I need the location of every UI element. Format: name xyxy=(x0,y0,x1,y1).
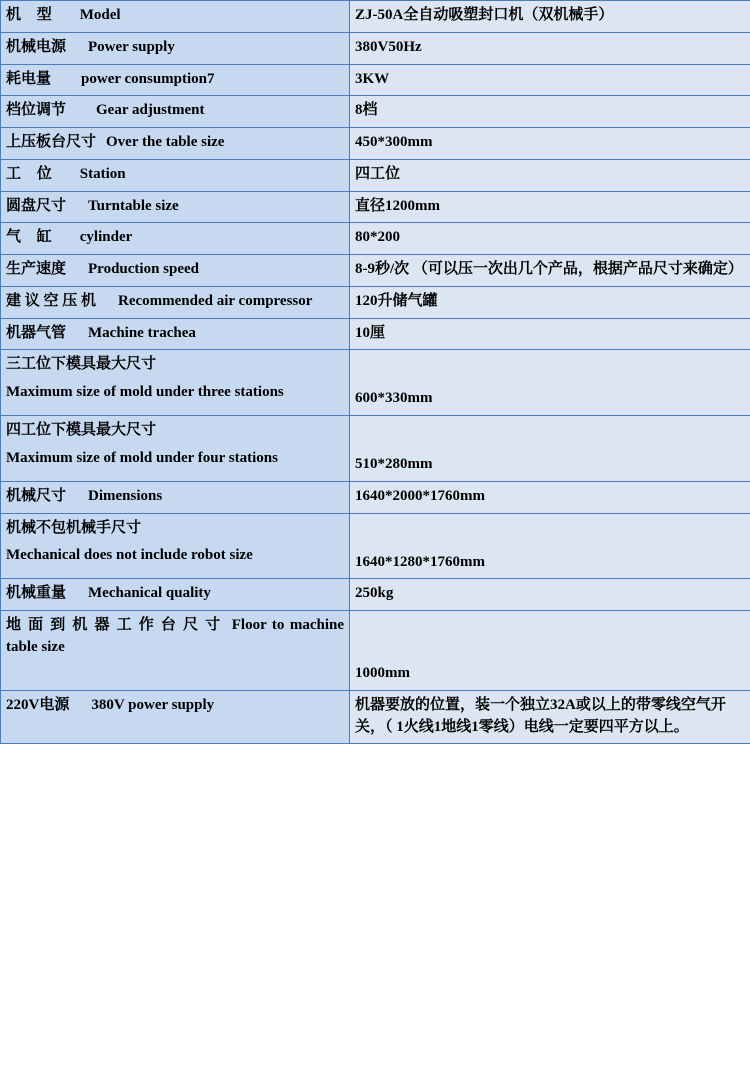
row-value-machine-trachea: 10厘 xyxy=(350,318,750,350)
label-en: power consumption7 xyxy=(81,70,215,87)
row-value-cylinder: 80*200 xyxy=(350,223,750,255)
row-label-cylinder xyxy=(1,223,350,255)
label-en: Maximum size of mold under four stations xyxy=(6,449,278,466)
value-text: 600*330mm xyxy=(355,390,433,407)
table-row xyxy=(1,579,750,611)
table-row xyxy=(1,350,750,416)
row-value-station: 四工位 xyxy=(350,159,750,191)
row-value-380v-power-supply: 机器要放的位置，装一个独立32A或以上的带零线空气开关，（ 1火线1地线1零线）电线一定要四平方以上。 xyxy=(350,690,750,744)
row-value-dimensions: 1640*2000*1760mm xyxy=(350,481,750,513)
table-row xyxy=(1,318,750,350)
row-label-mold-four-stations xyxy=(1,416,350,482)
label-en: Production speed xyxy=(88,261,199,277)
row-value-size-without-robot xyxy=(350,513,750,579)
label-en: Mechanical does not include robot size xyxy=(6,547,253,564)
label-cn: 档位调节 xyxy=(6,102,67,119)
label-en: Recommended air compressor xyxy=(118,292,313,309)
label-cn: 机械重量 xyxy=(6,585,67,602)
label-en: Model xyxy=(79,7,121,23)
row-label-over-table-size xyxy=(1,128,350,160)
label-cn: 机 型 xyxy=(6,7,58,23)
label-cn: 生产速度 xyxy=(6,261,67,277)
table-row xyxy=(1,255,750,287)
row-label-dimensions xyxy=(1,481,350,513)
row-label-production-speed xyxy=(1,255,350,287)
row-label-machine-trachea xyxy=(1,318,350,350)
row-label-turntable-size xyxy=(1,191,350,223)
table-row xyxy=(1,64,750,96)
label-cn: 220V电源 xyxy=(6,696,70,713)
label-cn: 机械电源 xyxy=(6,38,67,55)
label-cn: 机器气管 xyxy=(6,324,67,341)
label-en: Turntable size xyxy=(88,197,179,214)
label-cn: 耗电量 xyxy=(6,70,52,87)
label-cn: 地 面 到 机 器 工 作 台 尺 寸 xyxy=(6,617,222,633)
label-cn: 四工位下模具最大尺寸 xyxy=(6,422,157,438)
table-row xyxy=(1,416,750,482)
label-en: Gear adjustment xyxy=(96,102,205,119)
label-en: cylinder xyxy=(79,229,133,246)
table-row xyxy=(1,223,750,255)
row-value-air-compressor: 120升储气罐 xyxy=(350,286,750,318)
row-label-mold-three-stations xyxy=(1,350,350,416)
value-text: 1640*1280*1760mm xyxy=(355,553,485,570)
table-row xyxy=(1,128,750,160)
label-en: Machine trachea xyxy=(88,324,196,341)
label-en: Floor to machine table size xyxy=(6,617,344,655)
row-label-power-consumption xyxy=(1,64,350,96)
value-text: 1000mm xyxy=(355,665,410,681)
label-cn: 工 位 xyxy=(6,165,58,182)
row-value-turntable-size: 直径1200mm xyxy=(350,191,750,223)
row-label-380v-power-supply xyxy=(1,690,350,744)
row-value-power-supply: 380V50Hz xyxy=(350,32,750,64)
row-label-size-without-robot xyxy=(1,513,350,579)
row-value-mold-three-stations xyxy=(350,350,750,416)
label-cn: 圆盘尺寸 xyxy=(6,197,67,214)
table-row xyxy=(1,481,750,513)
row-label-floor-to-table xyxy=(1,611,350,691)
row-label-station xyxy=(1,159,350,191)
table-row xyxy=(1,611,750,691)
table-row xyxy=(1,96,750,128)
row-value-production-speed: 8-9秒/次 （可以压一次出几个产品，根据产品尺寸来确定） xyxy=(350,255,750,287)
row-value-gear-adjustment: 8档 xyxy=(350,96,750,128)
label-en: Maximum size of mold under three stations xyxy=(6,384,284,400)
row-value-mold-four-stations xyxy=(350,416,750,482)
value-text: 510*280mm xyxy=(355,456,433,472)
row-value-power-consumption: 3KW xyxy=(350,64,750,96)
label-cn: 机械不包机械手尺寸 xyxy=(6,519,142,536)
label-en: Mechanical quality xyxy=(88,585,211,602)
label-en: Power supply xyxy=(88,38,175,55)
label-en: Dimensions xyxy=(88,487,163,504)
label-cn: 上压板台尺寸 xyxy=(6,134,97,150)
label-combined xyxy=(6,615,344,659)
label-cn: 机械尺寸 xyxy=(6,487,67,504)
row-label-power-supply xyxy=(1,32,350,64)
label-cn: 气 缸 xyxy=(6,229,58,246)
label-cn: 建 议 空 压 机 xyxy=(6,292,97,309)
table-row xyxy=(1,690,750,744)
row-label-gear-adjustment xyxy=(1,96,350,128)
table-row xyxy=(1,159,750,191)
row-label-model xyxy=(1,1,350,33)
row-value-floor-to-table xyxy=(350,611,750,691)
label-cn: 三工位下模具最大尺寸 xyxy=(6,356,157,373)
row-label-mechanical-quality xyxy=(1,579,350,611)
label-en: Station xyxy=(79,165,126,182)
label-en: Over the table size xyxy=(106,134,225,150)
row-value-model: ZJ-50A全自动吸塑封口机（双机械手） xyxy=(350,1,750,33)
table-row xyxy=(1,191,750,223)
label-en: 380V power supply xyxy=(91,696,215,713)
row-label-air-compressor xyxy=(1,286,350,318)
label-combined xyxy=(6,291,344,313)
table-row xyxy=(1,286,750,318)
row-value-over-table-size: 450*300mm xyxy=(350,128,750,160)
row-value-mechanical-quality: 250kg xyxy=(350,579,750,611)
table-row xyxy=(1,1,750,33)
table-row xyxy=(1,32,750,64)
table-row xyxy=(1,513,750,579)
